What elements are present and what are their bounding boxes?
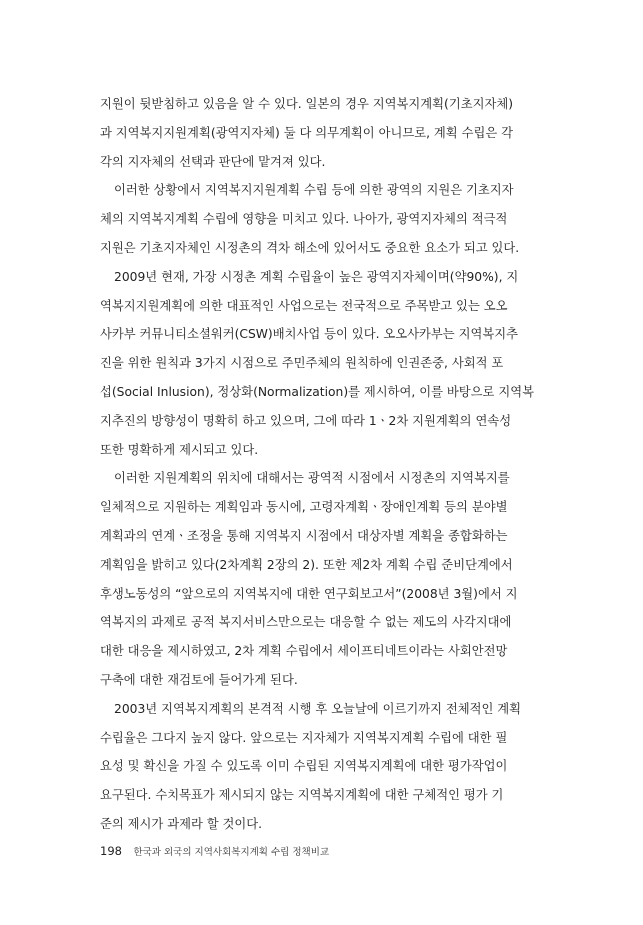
text-line: 지원은 기초지자체인 시정촌의 격차 해소에 있어서도 중요한 요소가 되고 있다. [100, 240, 520, 255]
text-line: 계획임을 밝히고 있다(2차계획 2장의 2). 또한 제2차 계획 수립 준비단계에서 [100, 557, 513, 572]
page-footer [100, 844, 329, 860]
text-line: 진을 위한 원칙과 3가지 시점으로 주민주체의 원칙하에 인권존중, 사회적 포 [100, 356, 504, 371]
text-line: 대한 대응을 제시하였고, 2차 계획 수립에서 세이프티네트이라는 사회안전망 [100, 644, 508, 659]
text-line: 후생노동성의 “앞으로의 지역복지에 대한 연구회보고서”(2008년 3월)에서 지 [100, 586, 518, 601]
text-line: 지추진의 방향성이 명확히 하고 있으며, 그에 따라 1ㆍ2차 지원계획의 연속성 [100, 413, 512, 428]
paragraph-first-line: 이러한 상황에서 지역복지지원계획 수립 등에 의한 광역의 지원은 기초지자 [114, 183, 514, 198]
text-line: 요성 및 확신을 가질 수 있도록 이미 수립된 지역복지계획에 대한 평가작업이 [100, 759, 508, 774]
text-line: 구축에 대한 재검토에 들어가게 된다. [100, 672, 298, 687]
text-line: 섭(Social Inlusion), 정상화(Normalization)를 제시하여, 이를 바탕으로 지역복 [100, 384, 534, 399]
text-line: 사카부 커뮤니티소셜워커(CSW)배치사업 등이 있다. 오오사카부는 지역복지추 [100, 327, 518, 342]
text-line: 계획과의 연계ㆍ조정을 통해 지역복지 시점에서 대상자별 계획을 종합화하는 [100, 528, 508, 543]
text-line: 요구된다. 수치목표가 제시되지 않는 지역복지계획에 대한 구체적인 평가 기 [100, 788, 504, 803]
text-line: 수립율은 그다지 높지 않다. 앞으로는 지자체가 지역복지계획 수립에 대한 필 [100, 730, 508, 745]
text-line: 체의 지역복지계획 수립에 영향을 미치고 있다. 나아가, 광역지자체의 적극적 [100, 212, 508, 227]
paragraph-first-line: 2009년 현재, 가장 시정촌 계획 수립율이 높은 광역지자체이며(약90%), 지 [114, 269, 519, 284]
text-line: 각의 지자체의 선택과 판단에 맡겨져 있다. [100, 154, 326, 169]
text-line: 또한 명확하게 제시되고 있다. [100, 442, 259, 457]
text-line: 준의 제시가 과제라 할 것이다. [100, 816, 263, 831]
page-number: 198 [100, 844, 122, 858]
text-line: 지원이 뒷받침하고 있음을 알 수 있다. 일본의 경우 지역복지계획(기초지자체) [100, 97, 514, 111]
paragraph-first-line: 2003년 지역복지계획의 본격적 시행 후 오늘날에 이르기까지 전체적인 계획 [114, 701, 522, 716]
text-line: 역복지의 과제로 공적 복지서비스만으로는 대응할 수 없는 제도의 사각지대에 [100, 615, 512, 630]
body-text [100, 90, 544, 839]
paragraph-first-line: 이러한 지원계획의 위치에 대해서는 광역적 시점에서 시정촌의 지역복지를 [114, 471, 510, 486]
text-line: 역복지지원계획에 의한 대표적인 사업으로는 전국적으로 주목받고 있는 오오 [100, 298, 508, 313]
text-line: 일체적으로 지원하는 계획임과 동시에, 고령자계획ㆍ장애인계획 등의 분야별 [100, 500, 508, 515]
running-title: 한국과 외국의 지역사회복지계획 수립 정책비교 [133, 847, 330, 858]
text-line: 과 지역복지지원계획(광역지자체) 둘 다 의무계획이 아니므로, 계획 수립은 각 [100, 125, 514, 140]
